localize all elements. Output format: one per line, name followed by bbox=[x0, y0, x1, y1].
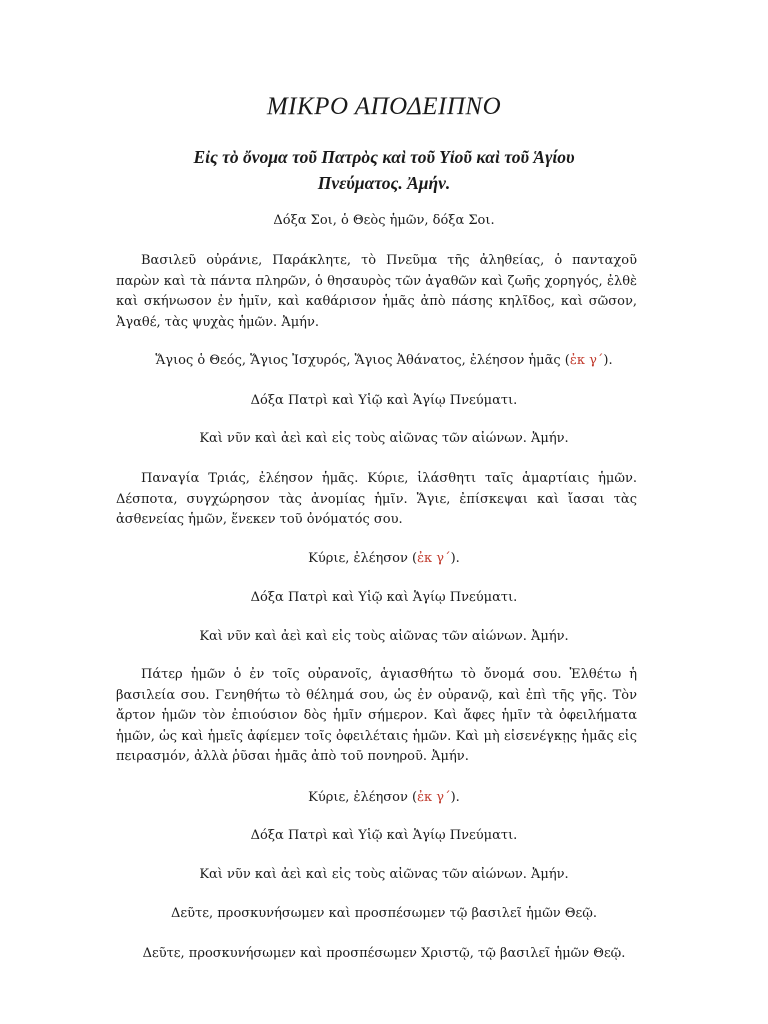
panagia-paragraph: Παναγία Τριάς, ἐλέησον ἡμᾶς. Κύριε, ἱλάσθητι ταῖς ἁμαρτίαις ἡμῶν. Δέσποτα, συγχώρησον τὰς ἀνομίας ἡμῖν. Ἅγιε, ἐπίσκεψαι καὶ ἴασαι τὰς ἀσθενείας ἡμῶν, ἕνεκεν τοῦ ὀνόματός σου. bbox=[116, 471, 637, 527]
doxa-soi-line: Δόξα Σοι, ὁ Θεὸς ἡμῶν, δόξα Σοι. bbox=[273, 213, 495, 228]
trisagion-rubric: ἐκ γ΄ bbox=[569, 353, 604, 368]
trisagion-line bbox=[60, 351, 708, 371]
kyrie-2-rubric: ἐκ γ΄ bbox=[417, 790, 451, 805]
trisagion-close: ). bbox=[603, 353, 613, 368]
kyrie-1-text: Κύριε, ἐλέησον ( bbox=[308, 551, 418, 566]
kai-nyn-line-1: Καὶ νῦν καὶ ἀεὶ καὶ εἰς τοὺς αἰῶνας τῶν αἰώνων. Ἀμήν. bbox=[199, 431, 569, 446]
invocation-heading bbox=[110, 144, 658, 196]
invocation-line-1: Εἰς τὸ ὄνομα τοῦ Πατρὸς καὶ τοῦ Υἱοῦ καὶ τοῦ Ἁγίου bbox=[193, 147, 575, 167]
kyrie-line-2 bbox=[60, 788, 708, 808]
page-title: ΜΙΚΡΟ ΑΠΟΔΕΙΠΝΟ bbox=[266, 93, 502, 120]
kai-nyn-line-2: Καὶ νῦν καὶ ἀεὶ καὶ εἰς τοὺς αἰῶνας τῶν αἰώνων. Ἀμήν. bbox=[199, 629, 569, 644]
pater-hemon-paragraph: Πάτερ ἡμῶν ὁ ἐν τοῖς οὐρανοῖς, ἁγιασθήτω τὸ ὄνομά σου. Ἐλθέτω ἡ βασιλεία σου. Γενηθήτω τὸ θέλημά σου, ὡς ἐν οὐρανῷ, καὶ ἐπὶ τῆς γῆς. Τὸν ἄρτον ἡμῶν τὸν ἐπιούσιον δὸς ἡμῖν σήμερον. Καὶ ἄφες ἡμῖν τὰ ὀφειλήματα ἡμῶν, ὡς καὶ ἡμεῖς ἀφίεμεν τοῖς ὀφειλέταις ἡμῶν. Καὶ μὴ εἰσενέγκῃς ἡμᾶς εἰς πειρασμόν, ἀλλὰ ῥῦσαι ἡμᾶς ἀπὸ τοῦ πονηροῦ. Ἀμήν. bbox=[116, 667, 637, 764]
kyrie-2-close: ). bbox=[450, 790, 460, 805]
kai-nyn-line-3: Καὶ νῦν καὶ ἀεὶ καὶ εἰς τοὺς αἰῶνας τῶν αἰώνων. Ἀμήν. bbox=[199, 867, 569, 882]
kyrie-line-1 bbox=[60, 549, 708, 569]
doxa-patri-line-3: Δόξα Πατρὶ καὶ Υἱῷ καὶ Ἁγίῳ Πνεύματι. bbox=[250, 828, 518, 843]
defte-line-2: Δεῦτε, προσκυνήσωμεν καὶ προσπέσωμεν Χριστῷ, τῷ βασιλεῖ ἡμῶν Θεῷ. bbox=[142, 946, 626, 961]
defte-line-1: Δεῦτε, προσκυνήσωμεν καὶ προσπέσωμεν τῷ βασιλεῖ ἡμῶν Θεῷ. bbox=[171, 906, 597, 921]
kyrie-1-close: ). bbox=[450, 551, 460, 566]
vasilef-paragraph: Βασιλεῦ οὐράνιε, Παράκλητε, τὸ Πνεῦμα τῆς ἀληθείας, ὁ πανταχοῦ παρὼν καὶ τὰ πάντα πληρῶν, ὁ θησαυρὸς τῶν ἀγαθῶν καὶ ζωῆς χορηγός, ἐλθὲ καὶ σκήνωσον ἐν ἡμῖν, καὶ καθάρισον ἡμᾶς ἀπὸ πάσης κηλῖδος, καὶ σῶσον, Ἀγαθέ, τὰς ψυχὰς ἡμῶν. Ἀμήν. bbox=[116, 253, 637, 330]
trisagion-text: Ἅγιος ὁ Θεός, Ἅγιος Ἰσχυρός, Ἅγιος Ἀθάνατος, ἐλέησον ἡμᾶς ( bbox=[155, 353, 570, 368]
kyrie-1-rubric: ἐκ γ΄ bbox=[417, 551, 451, 566]
kyrie-2-text: Κύριε, ἐλέησον ( bbox=[308, 790, 418, 805]
invocation-line-2: Πνεύματος. Ἀμήν. bbox=[317, 173, 451, 193]
doxa-patri-line-1: Δόξα Πατρὶ καὶ Υἱῷ καὶ Ἁγίῳ Πνεύματι. bbox=[250, 393, 518, 408]
doxa-patri-line-2: Δόξα Πατρὶ καὶ Υἱῷ καὶ Ἁγίῳ Πνεύματι. bbox=[250, 590, 518, 605]
